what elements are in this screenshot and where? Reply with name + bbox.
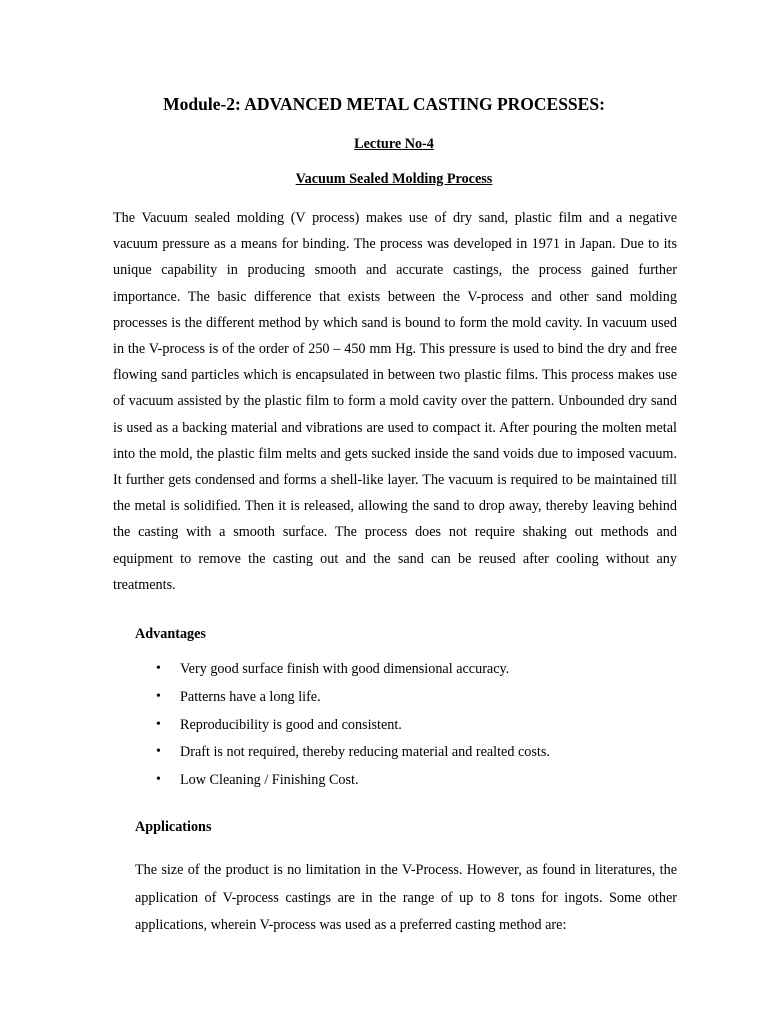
page-title: Module-2: ADVANCED METAL CASTING PROCESSES:	[163, 94, 605, 114]
advantages-heading: Advantages	[135, 626, 206, 642]
lecture-number: Lecture No-4	[354, 136, 434, 152]
list-item: • Reproducibility is good and consistent.	[156, 717, 676, 745]
intro-paragraph: The Vacuum sealed molding (V process) makes use of dry sand, plastic film and a negative vacuum pressure as a means for binding. The process was developed in 1971 in Japan. Due to its unique capability in producing smooth and accurate castings, the process gained further importance. The basic difference that exists between the V-process and other sand molding processes is the different method by which sand is bound to form the mold cavity. In vacuum used in the V-process is of the order of 250 – 450 mm Hg. This pressure is used to bind the dry and free flowing sand particles which is encapsulated in between two plastic films. This process makes use of vacuum assisted by the plastic film to form a mold cavity over the pattern. Unbounded dry sand is used as a backing material and vibrations are used to compact it. After pouring the molten metal into the mold, the plastic film melts and gets sucked inside the sand voids due to imposed vacuum. It further gets condensed and forms a shell-like layer. The vacuum is required to be maintained till the metal is solidified. Then it is released, allowing the sand to drop away, thereby leaving behind the casting with a smooth surface. The process does not require shaking out methods and equipment to remove the casting out and the sand can be reused after cooling without any treatments.	[113, 210, 677, 593]
applications-paragraph: The size of the product is no limitation in the V-Process. However, as found in literatures, the application of V-process castings are in the range of up to 8 tons for ingots. Some other applications, wherein V-process was used as a preferred casting method are:	[135, 862, 677, 933]
list-item: • Draft is not required, thereby reducing material and realted costs.	[156, 744, 676, 772]
advantages-list	[156, 661, 676, 800]
section-title: Vacuum Sealed Molding Process	[295, 171, 493, 187]
list-item: • Patterns have a long life.	[156, 689, 676, 717]
list-item: • Low Cleaning / Finishing Cost.	[156, 772, 676, 800]
applications-heading: Applications	[135, 819, 212, 835]
list-item: • Very good surface finish with good dimensional accuracy.	[156, 661, 676, 689]
